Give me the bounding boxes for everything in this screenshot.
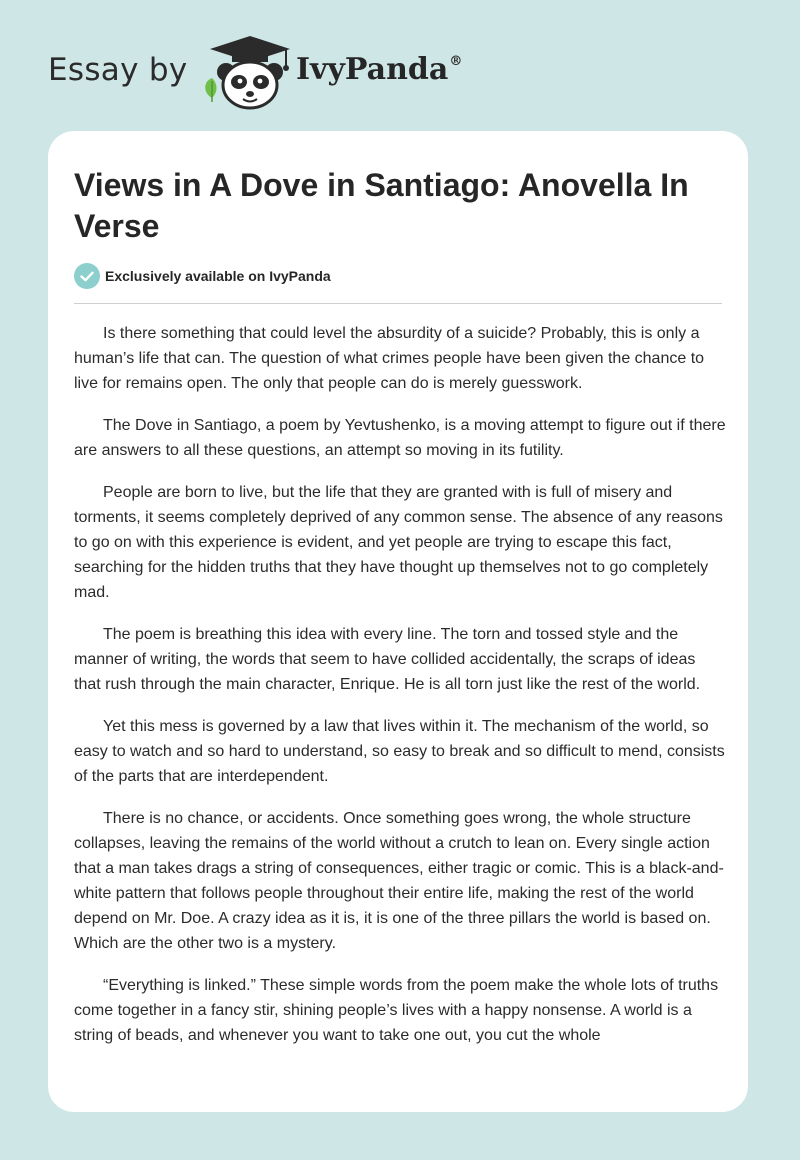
- site-header: [48, 30, 648, 110]
- exclusive-badge: [74, 263, 331, 289]
- essay-title: Views in A Dove in Santiago: Anovella In Verse: [74, 167, 689, 244]
- essay-paragraph: “Everything is linked.” These simple words from the poem make the whole lots of truths come together in a fancy stir, shining people’s lives with a happy nonsense. A world is a string of beads, and whenever you want to take one out, you cut the whole: [74, 977, 719, 1044]
- brand-name[interactable]: [296, 52, 462, 87]
- essay-paragraph: People are born to live, but the life that they are granted with is full of misery and torments, it seems completely deprived of any common sense. The absence of any reasons to go on with this experience is evident, and yet people are trying to escape this fact, searching for the hidden truths that they have thought up themselves not to go completely mad.: [74, 484, 723, 601]
- essay-paragraph: Yet this mess is governed by a law that lives within it. The mechanism of the world, so easy to watch and so hard to understand, so easy to break and so difficult to mend, consists of the parts that are interdependent.: [74, 718, 725, 785]
- essay-paragraph: There is no chance, or accidents. Once something goes wrong, the whole structure collapses, leaving the remains of the world without a crutch to lean on. Every single action that a man takes drags a string of consequences, either tragic or comic. This is a black-and-white pattern that follows people throughout their entire life, making the rest of the world depend on Mr. Doe. A crazy idea as it is, it is one of the three pillars the world is based on. Which are the other two is a mystery.: [74, 810, 724, 952]
- brand-name-text: IvyPanda: [296, 52, 449, 87]
- title-divider: [74, 303, 722, 304]
- essay-paragraph: The Dove in Santiago, a poem by Yevtushenko, is a moving attempt to figure out if there are answers to all these questions, an attempt so moving in its futility.: [74, 417, 726, 459]
- essay-by-label: Essay by: [48, 52, 188, 88]
- leaf-icon: [205, 78, 216, 102]
- essay-paragraph: The poem is breathing this idea with every line. The torn and tossed style and the manner of writing, the words that seem to have collided accidentally, the scraps of ideas that rush through the main character, Enrique. He is all torn just like the rest of the world.: [74, 626, 701, 693]
- registered-mark: ®: [449, 54, 463, 69]
- essay-body: [74, 321, 726, 1065]
- check-circle-icon: [74, 263, 100, 289]
- essay-card: [48, 131, 748, 1112]
- panda-logo-icon[interactable]: [202, 32, 298, 110]
- exclusive-badge-label: Exclusively available on IvyPanda: [105, 268, 331, 284]
- essay-paragraph: Is there something that could level the absurdity of a suicide? Probably, this is only a human’s life that can. The question of what crimes people have been given the chance to live for remains open. The only that people can do is merely guesswork.: [74, 325, 705, 392]
